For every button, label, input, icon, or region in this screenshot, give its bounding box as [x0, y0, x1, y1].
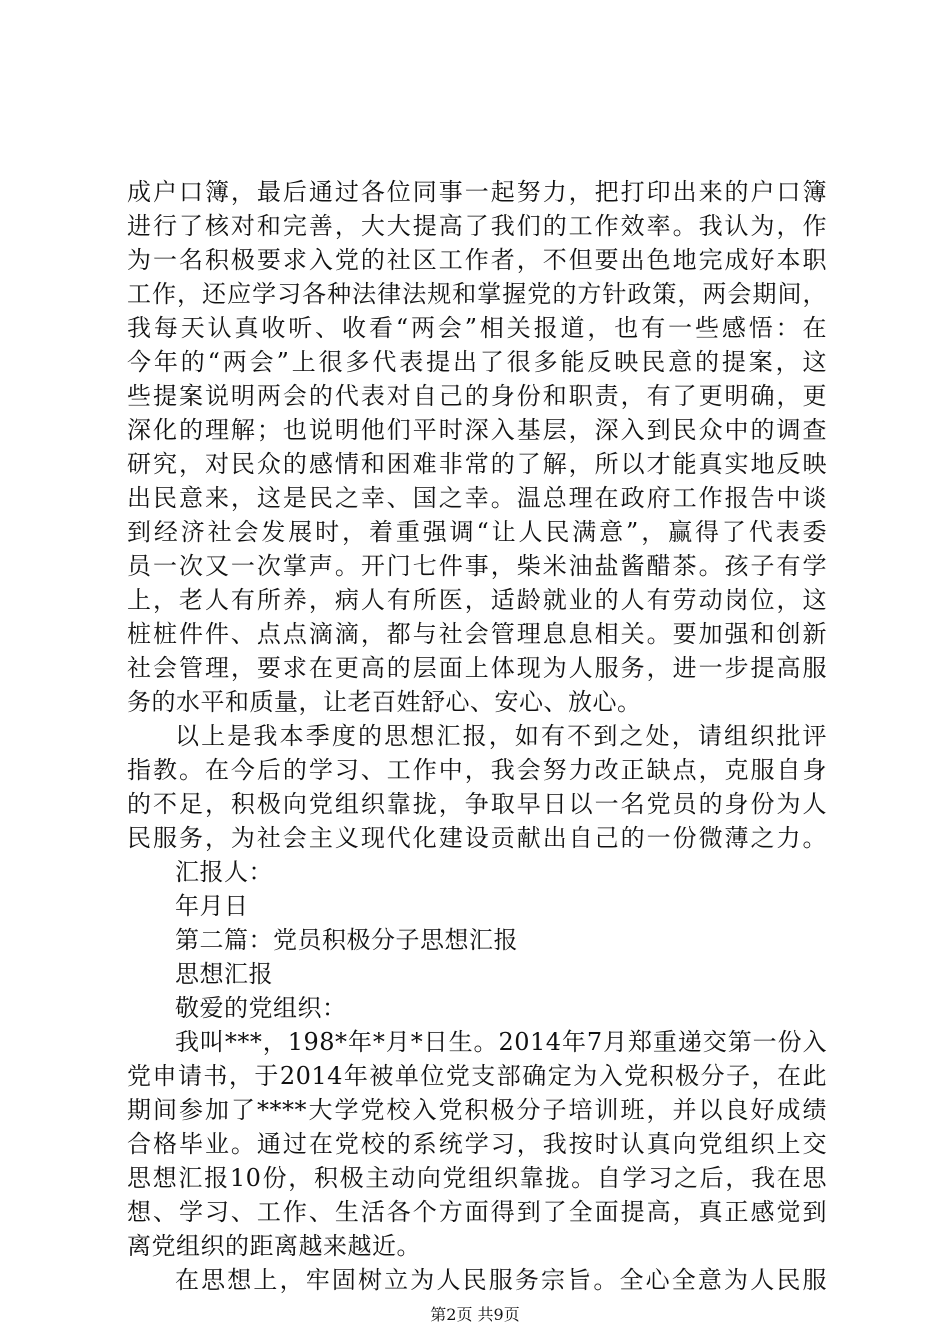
text-line: 上，老人有所养，病人有所医，适龄就业的人有劳动岗位，这 — [127, 586, 827, 614]
text-line: 指教。在今后的学习、工作中，我会努力改正缺点，克服自身 — [127, 756, 827, 784]
text-line: 想、学习、工作、生活各个方面得到了全面提高，真正感觉到 — [127, 1198, 827, 1226]
text-line: 桩桩件件、点点滴滴，都与社会管理息息相关。要加强和创新 — [127, 620, 827, 648]
text-line: 的不足，积极向党组织靠拢，争取早日以一名党员的身份为人 — [127, 790, 827, 818]
text-line: 党申请书，于2014年被单位党支部确定为入党积极分子，在此 — [127, 1062, 827, 1090]
text-line: 以上是我本季度的思想汇报，如有不到之处，请组织批评 — [175, 722, 827, 750]
text-line: 期间参加了****大学党校入党积极分子培训班，并以良好成绩 — [127, 1096, 827, 1124]
salutation: 敬爱的党组织： — [175, 994, 347, 1022]
text-line: 今年的“两会”上很多代表提出了很多能反映民意的提案，这 — [127, 348, 827, 376]
section-heading: 第二篇：党员积极分子思想汇报 — [175, 926, 518, 954]
text-line: 进行了核对和完善，大大提高了我们的工作效率。我认为，作 — [127, 212, 827, 240]
page-number: 第2页 共9页 — [430, 1305, 520, 1324]
text-line: 为一名积极要求入党的社区工作者，不但要出色地完成好本职 — [127, 246, 827, 274]
text-line: 些提案说明两会的代表对自己的身份和职责，有了更明确，更 — [127, 382, 827, 410]
text-line: 我每天认真收听、收看“两会”相关报道，也有一些感悟：在 — [127, 314, 827, 342]
text-line: 合格毕业。通过在党校的系统学习，我按时认真向党组织上交 — [127, 1130, 827, 1158]
text-line: 民服务，为社会主义现代化建设贡献出自己的一份微薄之力。 — [127, 824, 827, 852]
text-line: 员一次又一次掌声。开门七件事，柴米油盐酱醋茶。孩子有学 — [127, 552, 827, 580]
date-label: 年月日 — [175, 892, 249, 920]
text-line: 工作，还应学习各种法律法规和掌握党的方针政策，两会期间， — [127, 280, 827, 308]
reporter-label: 汇报人： — [175, 858, 273, 886]
text-line: 研究，对民众的感情和困难非常的了解，所以才能真实地反映 — [127, 450, 827, 478]
text-line: 社会管理，要求在更高的层面上体现为人服务，进一步提高服 — [127, 654, 827, 682]
text-line: 思想汇报10份，积极主动向党组织靠拢。自学习之后，我在思 — [127, 1164, 827, 1192]
text-line: 务的水平和质量，让老百姓舒心、安心、放心。 — [127, 688, 642, 716]
text-line: 成户口簿，最后通过各位同事一起努力，把打印出来的户口簿 — [127, 178, 827, 206]
text-line: 出民意来，这是民之幸、国之幸。温总理在政府工作报告中谈 — [127, 484, 827, 512]
text-line: 在思想上，牢固树立为人民服务宗旨。全心全意为人民服 — [175, 1266, 827, 1294]
text-line: 我叫***，198*年*月*日生。2014年7月郑重递交第一份入 — [175, 1028, 827, 1056]
section-title: 思想汇报 — [175, 960, 273, 988]
text-line: 深化的理解；也说明他们平时深入基层，深入到民众中的调查 — [127, 416, 827, 444]
text-line: 离党组织的距离越来越近。 — [127, 1232, 421, 1260]
text-line: 到经济社会发展时，着重强调“让人民满意”，赢得了代表委 — [127, 518, 827, 546]
